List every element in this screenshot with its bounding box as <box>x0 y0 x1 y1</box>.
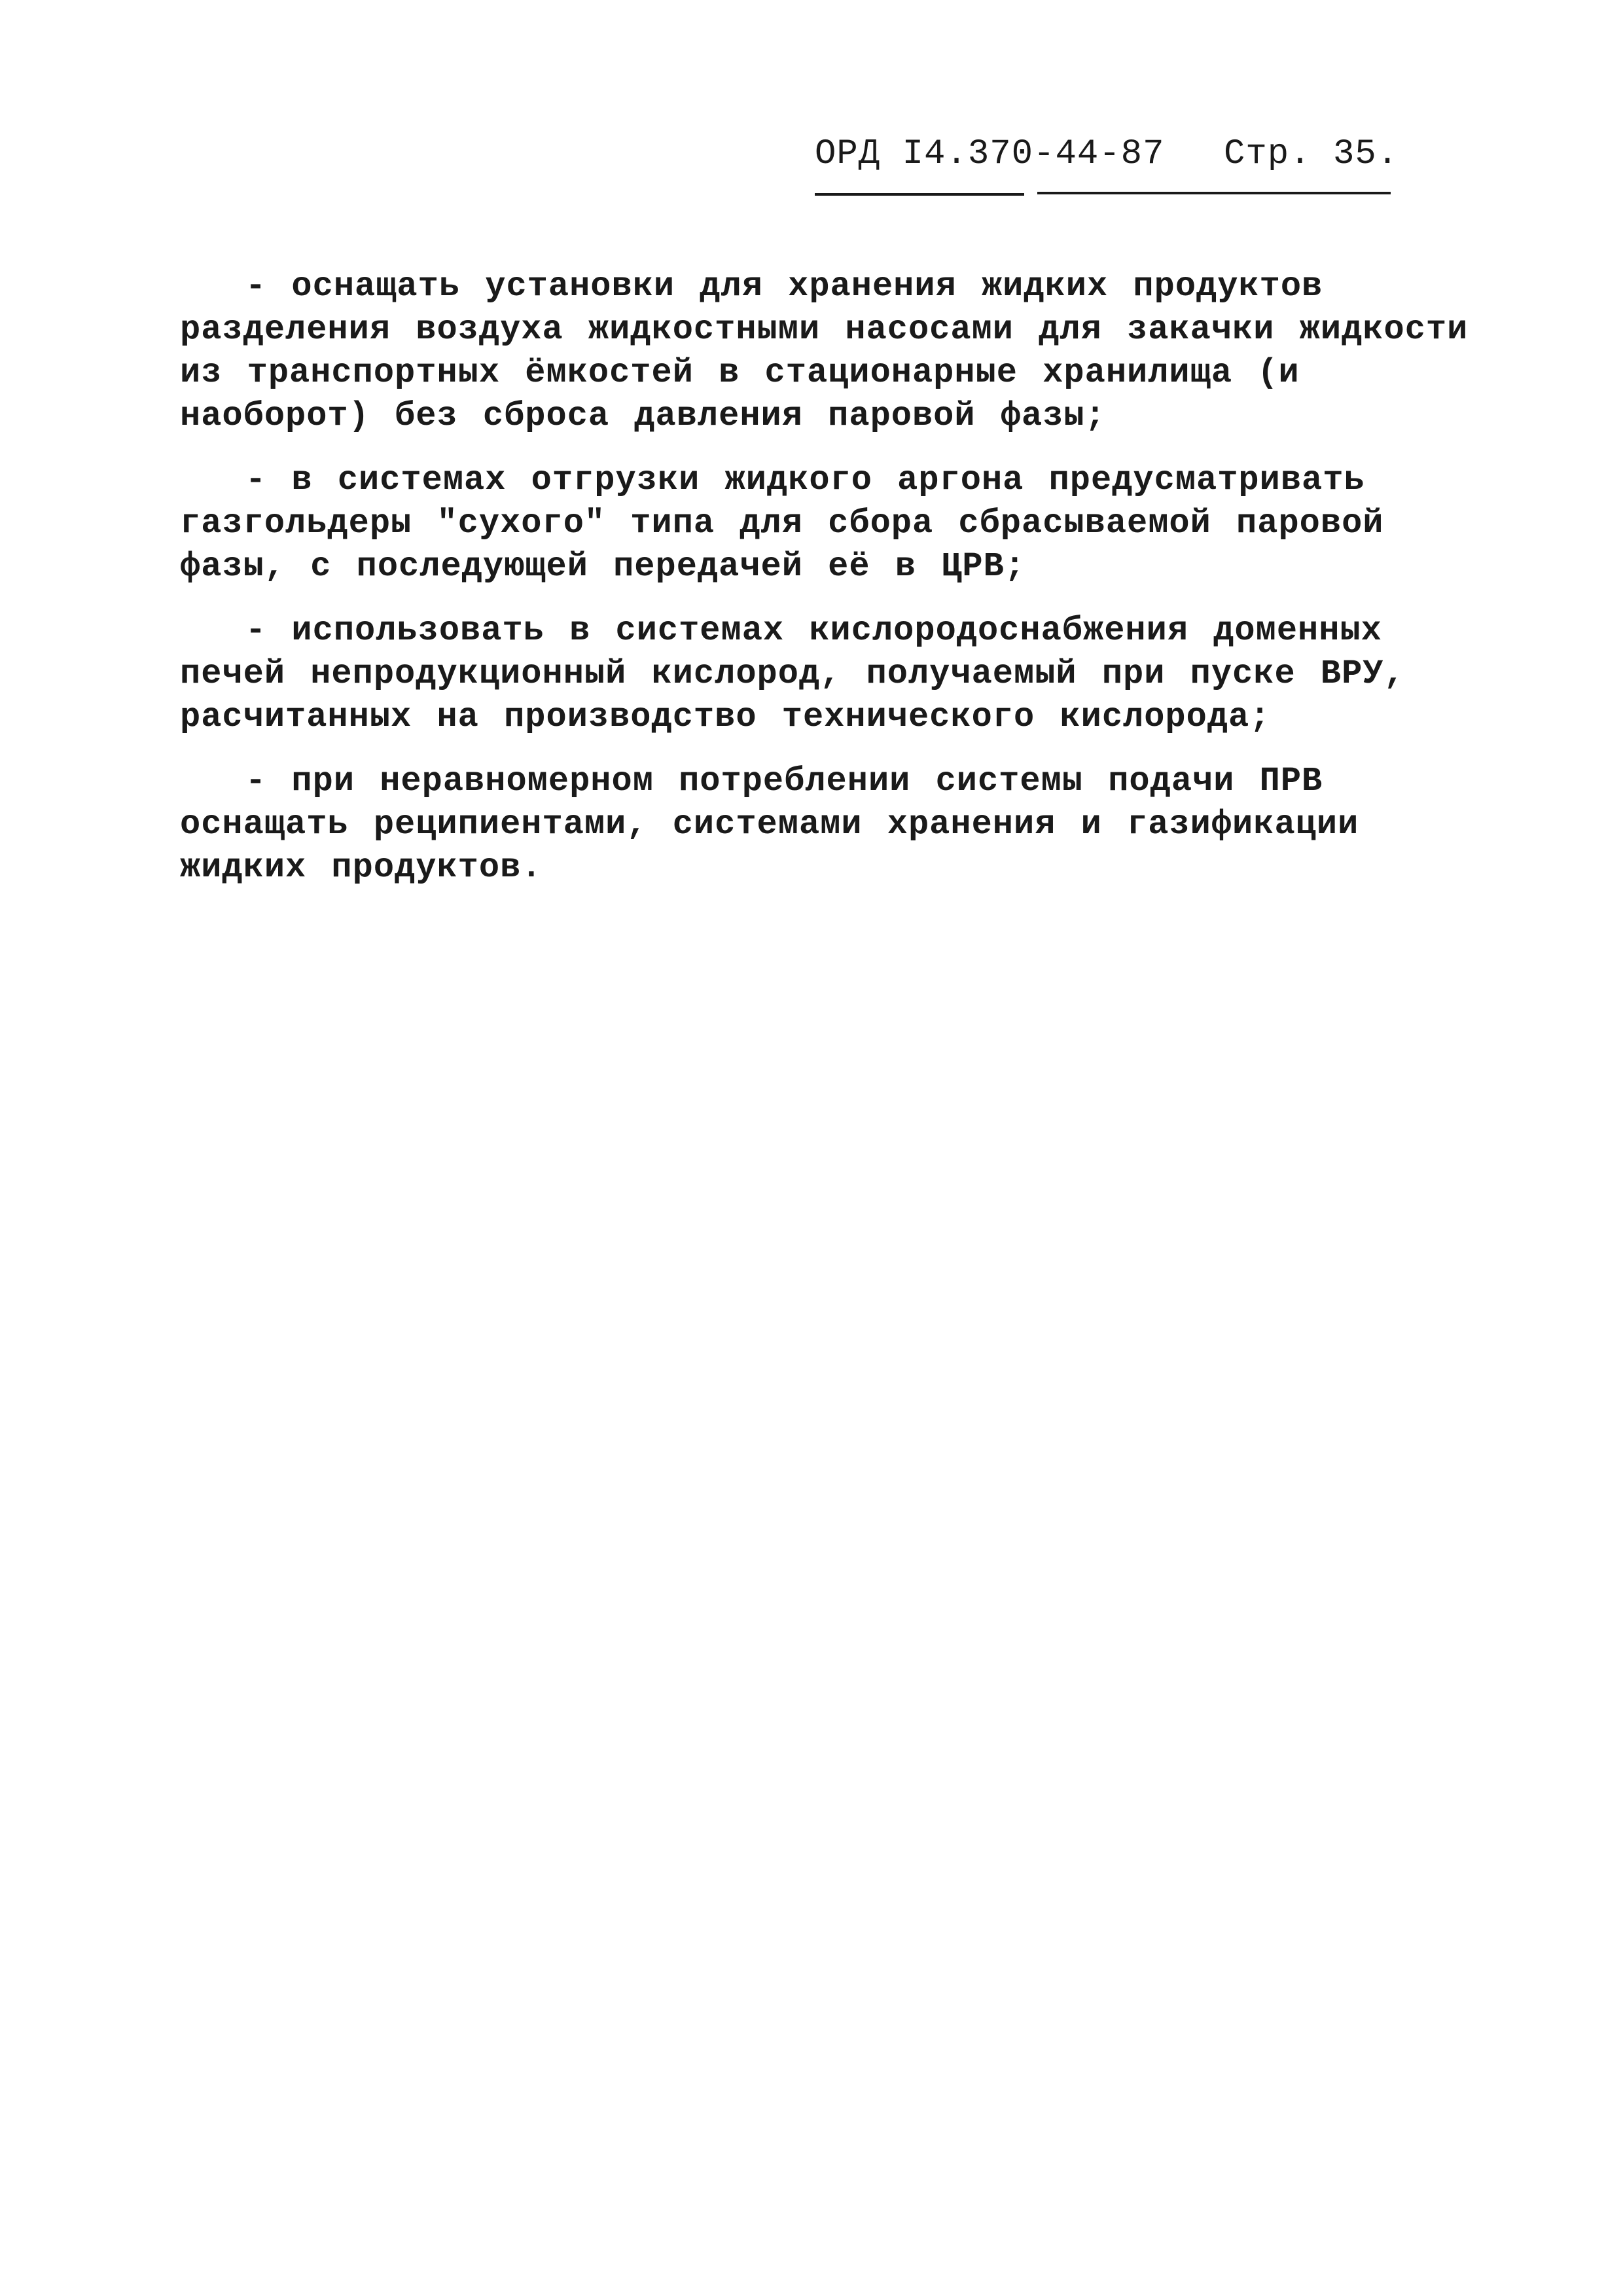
document-body <box>180 265 1482 910</box>
document-code: ОРД I4.370-44-87 <box>815 134 1165 174</box>
paragraph: - в системах отгрузки жидкого аргона предусматривать газгольдеры "сухого" типа для сбора сбрасываемой паровой фазы, с последующей передачей её в ЦРВ; <box>180 461 1384 586</box>
paragraph: - использовать в системах кислородоснабжения доменных печей непродукционный кислород, получаемый при пуске ВРУ, расчитанных на производство технического кислорода; <box>180 611 1405 736</box>
page-number: Стр. 35. <box>1224 134 1399 174</box>
paragraph: - при неравномерном потреблении системы подачи ПРВ оснащать реципиентами, системами хранения и газификации жидких продуктов. <box>180 762 1359 887</box>
page-header <box>815 134 1399 206</box>
header-underline <box>815 193 1024 196</box>
header-underline <box>1037 192 1391 194</box>
paragraph: - оснащать установки для хранения жидких продуктов разделения воздуха жидкостными насосами для закачки жидкости из транспортных ёмкостей в стационарные хранилища (и наоборот) без сброса давления паровой фазы; <box>180 267 1469 435</box>
